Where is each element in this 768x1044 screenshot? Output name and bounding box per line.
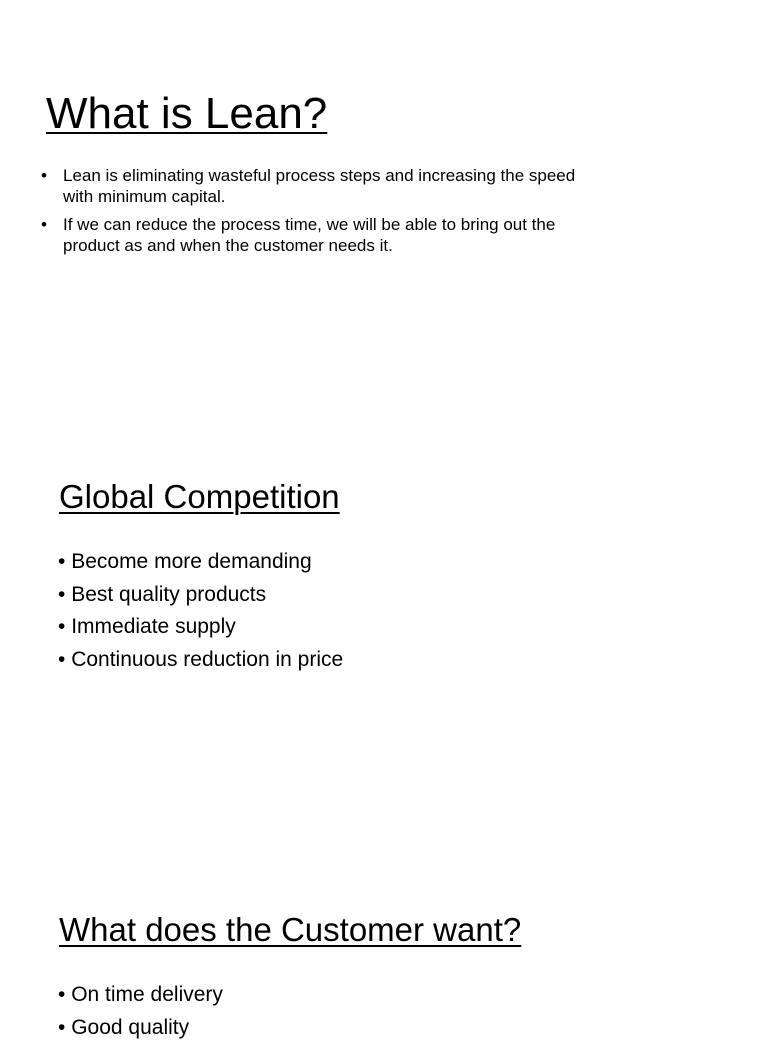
list-item-text: Immediate supply: [71, 615, 236, 638]
list-item: [58, 1012, 223, 1044]
section-title-what-is-lean: What is Lean?: [46, 92, 327, 136]
list-item: [58, 644, 343, 677]
bullet-icon: •: [41, 214, 47, 235]
bullet-icon: •: [41, 165, 47, 186]
list-item-text: Lean is eliminating wasteful process steps and increasing the speed with minimum capital.: [63, 166, 575, 206]
bullet-icon: •: [58, 648, 65, 671]
list-item-text: Become more demanding: [71, 550, 311, 573]
customer-wants-list: [58, 979, 223, 1044]
list-item-text: Continuous reduction in price: [71, 648, 343, 671]
section-title-customer-wants: What does the Customer want?: [59, 913, 521, 946]
global-competition-list: [58, 546, 343, 676]
lean-definition-list: [40, 165, 600, 263]
list-item: [58, 579, 343, 612]
list-item: [40, 165, 600, 207]
list-item: [40, 214, 600, 256]
list-item: [58, 546, 343, 579]
list-item-text: Best quality products: [71, 583, 266, 606]
bullet-icon: •: [58, 583, 65, 606]
bullet-icon: •: [58, 1016, 65, 1039]
bullet-icon: •: [58, 615, 65, 638]
section-title-global-competition: Global Competition: [59, 480, 340, 513]
bullet-icon: •: [58, 550, 65, 573]
list-item-text: Good quality: [71, 1016, 189, 1039]
list-item-text: On time delivery: [71, 983, 223, 1006]
list-item: [58, 611, 343, 644]
bullet-icon: •: [58, 983, 65, 1006]
list-item: [58, 979, 223, 1012]
list-item-text: If we can reduce the process time, we will be able to bring out the product as and when the customer needs it.: [63, 215, 555, 255]
